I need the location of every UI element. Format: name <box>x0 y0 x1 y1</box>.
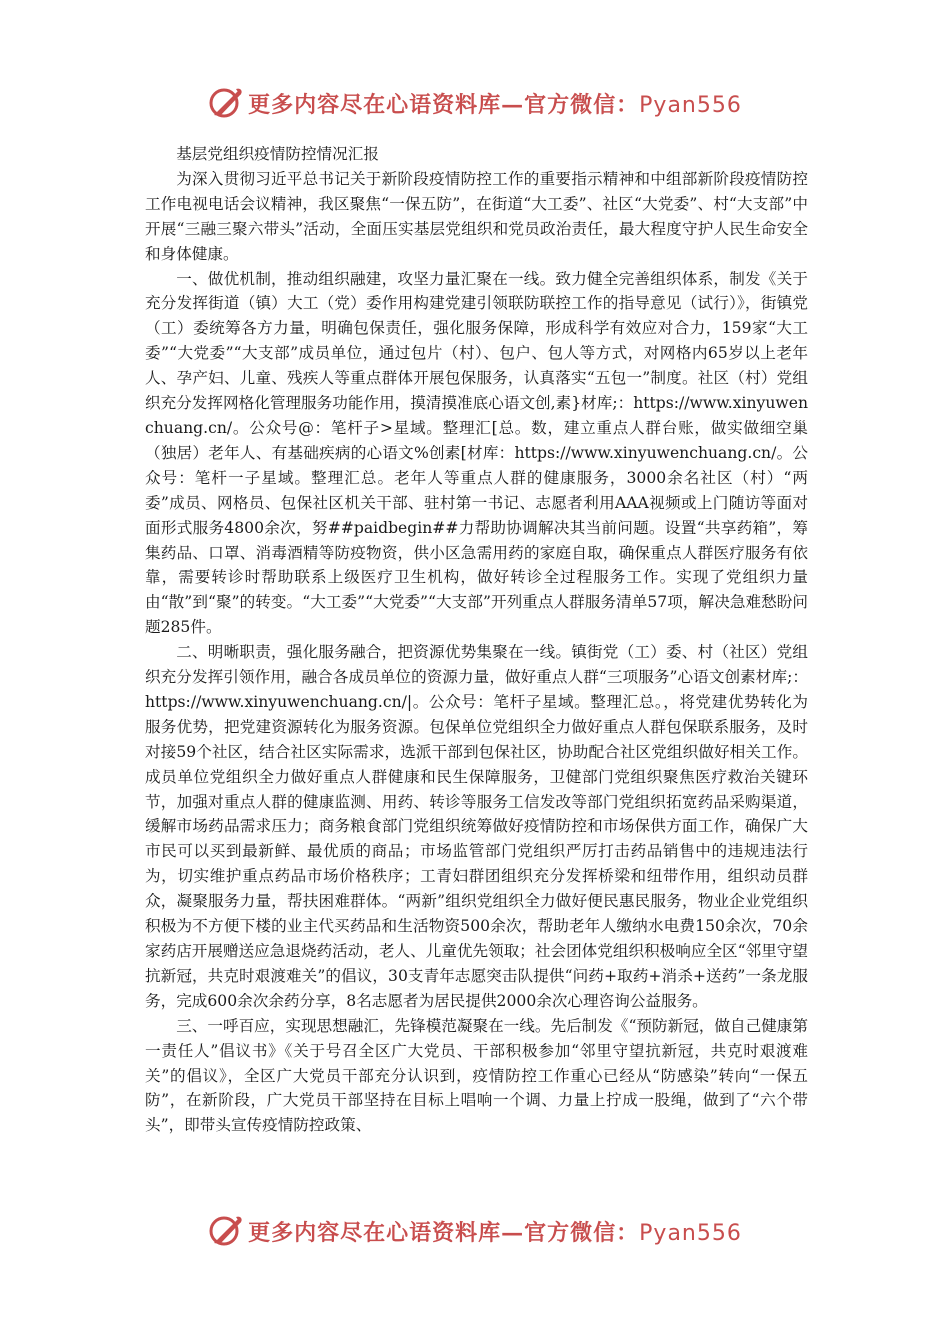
document-title: 基层党组织疫情防控情况汇报 <box>176 145 379 163</box>
quill-logo-icon <box>208 1213 244 1249</box>
banner-wechat-id: Pyan556 <box>639 92 742 118</box>
quill-logo-icon <box>208 85 244 121</box>
paragraph-section-2: 二、明晰职责，强化服务融合，把资源优势集聚在一线。镇街党（工）委、村（社区）党组织充分发挥引领作用，融合各成员单位的资源力量，做好重点人群“三项服务”心语文创素材库;：https://www.xinyuwenchuang.cn/|。公众号：笔杆子星域。整理汇总。，将党建优势转化为服务优势，把党建资源转化为服务资源。包保单位党组织全力做好重点人群包保联系服务，及时对接59个社区，结合社区实际需求，选派干部到包保社区，协助配合社区党组织做好相关工作。成员单位党组织全力做好重点人群健康和民生保障服务，卫健部门党组织聚焦医疗救治关键环节，加强对重点人群的健康监测、用药、转诊等服务工信发改等部门党组织拓宽药品采购渠道，缓解市场药品需求压力；商务粮食部门党组织统筹做好疫情防控和市场保供方面工作，确保广大市民可以买到最新鲜、最优质的商品；市场监管部门党组织严厉打击药品销售中的违规违法行为，切实维护重点药品市场价格秩序；工青妇群团组织充分发挥桥梁和纽带作用，组织动员群众，凝聚服务力量，帮扶困难群体。“两新”组织党组织全力做好便民惠民服务，物业企业党组织积极为不方便下楼的业主代买药品和生活物资500余次，帮助老年人缴纳水电费150余次，70余家药店开展赠送应急退烧药活动，老人、儿童优先领取；社会团体党组织积极响应全区“邻里守望抗新冠，共克时艰渡难关”的倡议，30支青年志愿突击队提供“问药+取药+消杀+送药”一条龙服务，完成600余次余药分享，8名志愿者为居民提供2000余次心理咨询公益服务。 <box>145 643 808 1010</box>
paragraph-section-1: 一、做优机制，推动组织融建，攻坚力量汇聚在一线。致力健全完善组织体系，制发《关于充分发挥街道（镇）大工（党）委作用构建党建引领联防联控工作的指导意见（试行）》，街镇党（工）委统筹各方力量，明确包保责任，强化服务保障，形成科学有效应对合力，159家“大工委”“大党委”“大支部”成员单位，通过包片（村）、包户、包人等方式，对网格内65岁以上老年人、孕产妇、儿童、残疾人等重点群体开展包保服务，认真落实“五包一”制度。社区（村）党组织充分发挥网格化管理服务功能作用，摸清摸准底心语文创,素}材库;：https://www.xinyuwenchuang.cn/。公众号@：笔杆子>星域。整理汇[总。数，建立重点人群台账，做实做细空巢（独居）老年人、有基础疾病的心语文%创素[材库：https://www.xinyuwenchuang.cn/。公众号：笔杆一子星域。整理汇总。老年人等重点人群的健康服务，3000余名社区（村）“两委”成员、网格员、包保社区机关干部、驻村第一书记、志愿者利用AAA视频或上门随访等面对面形式服务4800余次，努##paidbegin##力帮助协调解决其当前问题。设置“共享药箱”，筹集药品、口罩、消毒酒精等防疫物资，供小区急需用药的家庭自取，确保重点人群医疗服务有依靠，需要转诊时帮助联系上级医疗卫生机构，做好转诊全过程服务工作。实现了党组织力量由“散”到“聚”的转变。“大工委”“大党委”“大支部”开列重点人群服务清单57项，解决急难愁盼问题285件。 <box>145 269 808 637</box>
paragraph-section-3: 三、一呼百应，实现思想融汇，先锋模范凝聚在一线。先后制发《“预防新冠，做自己健康第一责任人”倡议书》《关于号召全区广大党员、干部积极参加“邻里守望抗新冠，共克时艰渡难关”的倡议》，全区广大党员干部充分认识到，疫情防控工作重心已经从“防感染”转向“一保五防”，在新阶段，广大党员干部坚持在目标上唱响一个调、力量上拧成一股绳，做到了“六个带头”，即带头宣传疫情防控政策、 <box>145 1016 808 1135</box>
paragraph-intro: 为深入贯彻习近平总书记关于新阶段疫情防控工作的重要指示精神和中组部新阶段疫情防控工作电视电话会议精神，我区聚焦“一保五防”，在街道“大工委”、社区“大党委”、村“大支部”中开展“三融三聚六带头”活动，全面压实基层党组织和党员政治责任，最大程度守护人民生命安全和身体健康。 <box>145 169 808 263</box>
banner-text: 更多内容尽在心语资料库—官方微信：Pyan556 <box>248 1219 742 1246</box>
banner-wechat-id: Pyan556 <box>639 1220 742 1246</box>
footer-watermark-banner <box>0 1206 950 1256</box>
banner-text: 更多内容尽在心语资料库—官方微信：Pyan556 <box>248 91 742 118</box>
header-watermark-banner <box>0 78 950 128</box>
document-body <box>145 142 808 1138</box>
